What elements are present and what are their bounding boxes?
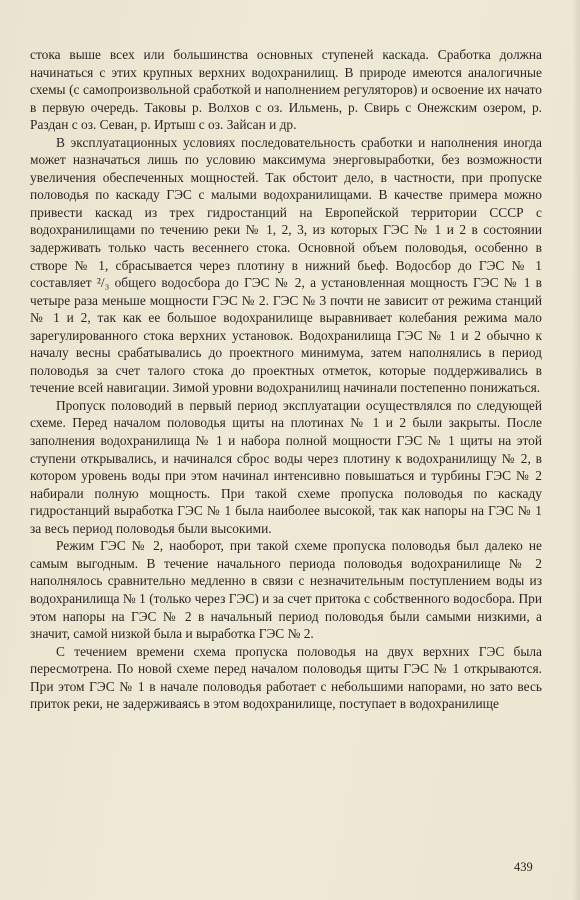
page-edge-shadow bbox=[572, 0, 580, 900]
page-number: 439 bbox=[514, 860, 533, 874]
paragraph-1: стока выше всех или большинства основных ступеней каскада. Сработка должна начинаться с этих крупных верхних водохранилищ. В природе имеются аналогичные схемы (с самопроизвольной сработкой и наполнением регуляторов) и освоение их начато в первую очередь. Таковы р. Волхов с оз. Ильмень, р. Свирь с Онежским озером, р. Раздан с оз. Севан, р. Иртыш с оз. Зайсан и др. bbox=[30, 47, 542, 133]
paragraph-2: В эксплуатационных условиях последовательность сработки и наполнения иногда может назначаться лишь по условию максимума энерговыработки, без возможности увеличения обеспеченных мощностей. Так обстоит дело, в частности, при пропуске половодья по каскаду ГЭС с малыми водохранилищами. В качестве примера можно привести каскад из трех гидростанций на Европейской территории СССР с водохранилищами по течению реки № 1, 2, 3, из которых ГЭС № 1 и 2 в состоянии задерживать только часть весеннего стока. Основной объем половодья, особенно в створе № 1, сбрасывается через плотину в нижний бьеф. Водосбор до ГЭС № 1 составляет ²/₃ общего водосбора до ГЭС № 2, а установленная мощность ГЭС № 1 в четыре раза меньше мощности ГЭС № 2. ГЭС № 3 почти не зависит от режима станций № 1 и 2, так как ее большое водохранилище выравнивает колебания режима мало зарегулированного стока верхних установок. Водохранилища ГЭС № 1 и 2 обычно к началу весны срабатывались до проектного минимума, затем наполнялись в период половодья за счет талого стока до проектных отметок, которые поддерживались в течение всей навигации. Зимой уровни водохранилищ начинали постепенно понижаться. bbox=[30, 134, 542, 396]
paragraph-3: Пропуск половодий в первый период эксплуатации осуществлялся по следующей схеме. Перед началом половодья щиты на плотинах № 1 и 2 были закрыты. После заполнения водохранилища № 1 и набора полной мощности ГЭС № 1 щиты на этой ступени открывались, и начинался сброс воды через плотину к водохранилищу № 2, в котором уровень воды при этом начинал интенсивно повышаться и турбины ГЭС № 2 набирали полную мощность. При такой схеме пропуска половодья по каскаду гидростанций выработка ГЭС № 1 была наиболее высокой, так как напоры на ГЭС № 1 за весь период половодья были высокими. bbox=[30, 397, 542, 536]
paragraph-4: Режим ГЭС № 2, наоборот, при такой схеме пропуска половодья был далеко не самым выгодным. В течение начального периода половодья водохранилище № 2 наполнялось сравнительно медленно в связи с незначительным поступлением воды из водохранилища № 1 (только через ГЭС) и за счет притока с собственного водосбора. При этом напоры на ГЭС № 2 в начальный период половодья были самыми низкими, а значит, самой низкой была и выработка ГЭС № 2. bbox=[30, 538, 542, 642]
paragraph-5: С течением времени схема пропуска половодья на двух верхних ГЭС была пересмотрена. По новой схеме перед началом половодья щиты ГЭС № 1 открываются. При этом ГЭС № 1 в начале половодья работает с небольшими напорами, но зато весь приток реки, не задерживаясь в этом водохранилище, поступает в водохранилище bbox=[30, 643, 542, 712]
text-block bbox=[30, 46, 542, 713]
